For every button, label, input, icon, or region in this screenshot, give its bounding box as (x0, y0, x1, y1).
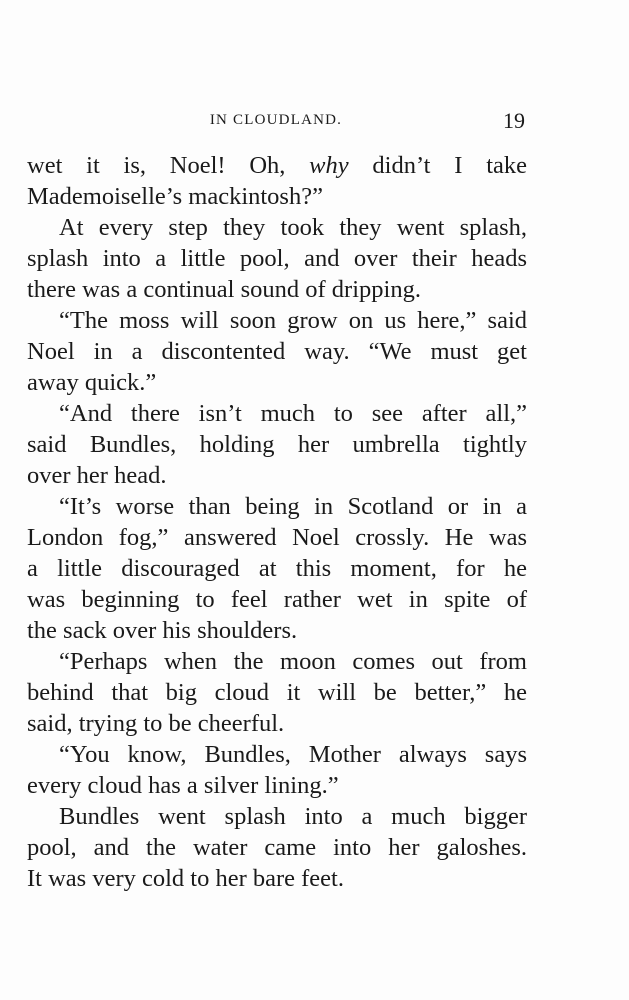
emphasized-word: why (309, 152, 349, 179)
text-line (27, 150, 527, 181)
text-line: said Bundles, holding her umbrella tightly (27, 431, 527, 458)
text-run: wet it is, Noel! Oh, (27, 152, 310, 179)
text-line: over her head. (27, 462, 167, 489)
text-line: At every step they took they went splash, (59, 214, 527, 241)
text-line: a little discouraged at this moment, for he (27, 555, 527, 582)
page-number: 19 (503, 108, 525, 133)
text-line: Bundles went splash into a much bigger (59, 803, 527, 830)
text-line: there was a continual sound of dripping. (27, 276, 421, 303)
text-line: pool, and the water came into her galoshes. (27, 834, 527, 861)
text-line: the sack over his shoulders. (27, 617, 298, 644)
text-line: away quick.” (27, 369, 157, 396)
text-line: splash into a little pool, and over their heads (27, 245, 527, 272)
text-line: Mademoiselle’s mackintosh?” (27, 183, 323, 210)
text-line: “The moss will soon grow on us here,” said (59, 307, 527, 334)
text-line: London fog,” answered Noel crossly. He was (27, 524, 527, 551)
text-line: “Perhaps when the moon comes out from (59, 648, 527, 675)
text-line: every cloud has a silver lining.” (27, 772, 339, 799)
text-line: was beginning to feel rather wet in spite of (27, 586, 527, 613)
running-head (27, 108, 525, 134)
text-line: said, trying to be cheerful. (27, 710, 285, 737)
text-line: “It’s worse than being in Scotland or in a (59, 493, 527, 520)
text-line: “You know, Bundles, Mother always says (59, 741, 527, 768)
text-line: “And there isn’t much to see after all,” (59, 400, 527, 427)
text-run: didn’t I take (348, 152, 527, 179)
running-title: IN CLOUDLAND. (209, 112, 343, 128)
text-line: Noel in a discontented way. “We must get (27, 338, 527, 365)
body-text (27, 150, 527, 894)
text-line: behind that big cloud it will be better,” he (27, 679, 527, 706)
text-line: It was very cold to her bare feet. (27, 865, 344, 892)
